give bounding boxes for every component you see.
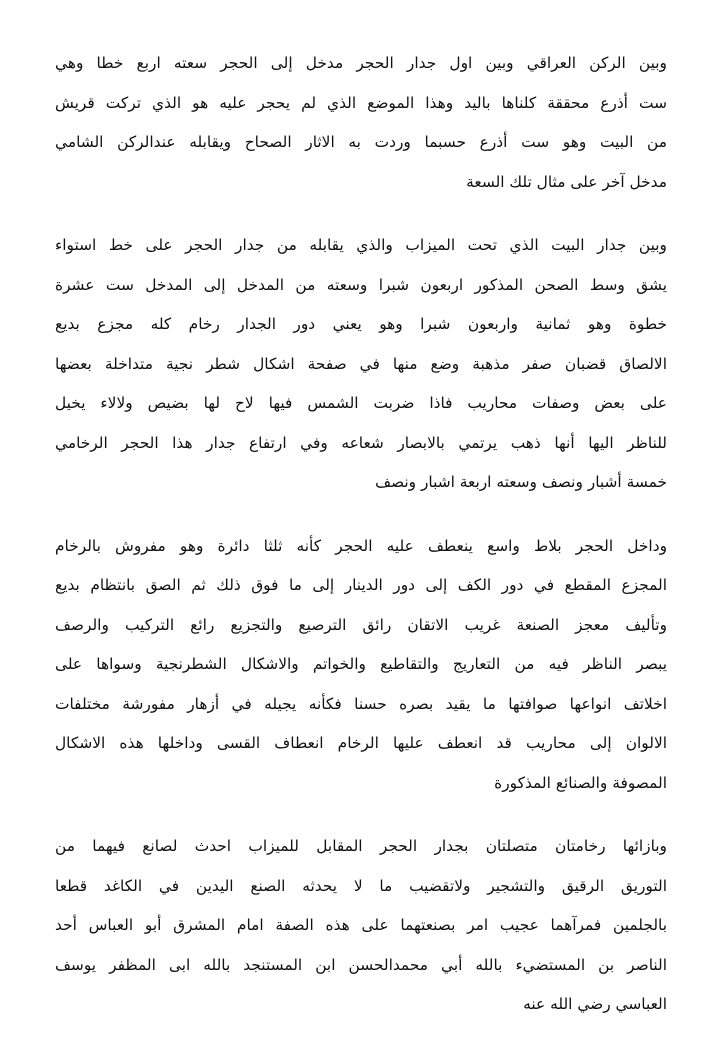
- text-line: خطوة وهو ثمانية واربعون شبرا وهو يعني دور الجدار رخام كله مجزع بديع: [55, 315, 667, 333]
- text-line: خمسة أشبار ونصف وسعته اربعة اشبار ونصف: [375, 473, 667, 491]
- text-line: وداخل الحجر بلاط واسع ينعطف عليه الحجر كأنه ثلثا دائرة وهو مفروش بالرخام: [55, 536, 667, 555]
- text-line: اخلاتف انواعها صوافتها ما يقيد بصره حسنا فكأنه يجيله في أزهار مفورشة مختلفات: [55, 694, 667, 713]
- text-line: المجزع المقطع في دور الكف إلى دور الدينار إلى ما فوق ذلك ثم الصق بانتظام بديع: [55, 576, 667, 594]
- text-line: وبازائها رخامتان متصلتان بجدار الحجر المقابل للميزاب احدث لصانع فيهما من: [55, 837, 667, 855]
- text-line: يشق وسط الصحن المذكور اربعون شبرا وسعته من المدخل إلى المدخل ست عشرة: [55, 275, 667, 294]
- paragraph-1: [55, 44, 667, 202]
- text-line: مدخل آخر على مثال تلك السعة: [466, 172, 667, 191]
- text-line: المصوفة والصنائع المذكورة: [494, 773, 667, 792]
- text-line: العباسي رضي الله عنه: [523, 995, 667, 1013]
- text-line: الالوان إلى محاريب قد انعطف عليها الرخام انعطاف القسى وداخلها هذه الاشكال: [55, 734, 667, 752]
- text-line: للناظر اليها أنها ذهب يرتمي بالابصار شعاعه وفي ارتفاع جدار هذا الحجر الرخامي: [55, 433, 667, 452]
- text-line: الناصر بن المستضيء بالله أبي محمدالحسن ابن المستنجد بالله ابى المظفر يوسف: [55, 955, 667, 974]
- paragraph-4: [55, 827, 667, 1025]
- text-line: على بعض وصفات محاريب فاذا ضربت الشمس فيها لاح لها بضيص ولالاء يخيل: [55, 394, 667, 412]
- text-line: التوريق الرقيق والتشجير ولاتقضيب ما لا يحدثه الصنع اليدين في الكاغد قطعا: [55, 876, 667, 895]
- paragraph-2: [55, 226, 667, 503]
- text-line: بالجلمين فمرآهما عجيب امر بصنعتهما على هذه الصفة امام المشرق أبو العباس أحد: [55, 916, 667, 934]
- text-line: الالصاق قضبان صفر مذهبة وضع منها في صفحة اشكال شطر نجية متداخلة بعضها: [55, 354, 667, 373]
- text-line: يبصر الناظر فيه من التعاريج والتقاطيع والخواتم والاشكال الشطرنجية وسواها على: [55, 655, 667, 673]
- text-line: وبين الركن العراقي وبين اول جدار الحجر مدخل إلى الحجر سعته اربع خطا وهي: [55, 54, 667, 72]
- text-line: وبين جدار البيت الذي تحت الميزاب والذي يقابله من جدار الحجر على خط استواء: [55, 236, 667, 254]
- text-line: من البيت وهو ست أذرع حسبما وردت به الاثار الصحاح ويقابله عندالركن الشامي: [55, 133, 667, 151]
- text-line: وتأليف معجز الصنعة غريب الاتقان رائق الترصيع والتجزيع رائع التركيب والرصف: [55, 615, 667, 634]
- document-page: [55, 44, 667, 1049]
- text-line: ست أذرع محققة كلناها باليد وهذا الموضع الذي لم يحجر عليه هو الذي تركت قريش: [55, 93, 667, 112]
- paragraph-3: [55, 527, 667, 804]
